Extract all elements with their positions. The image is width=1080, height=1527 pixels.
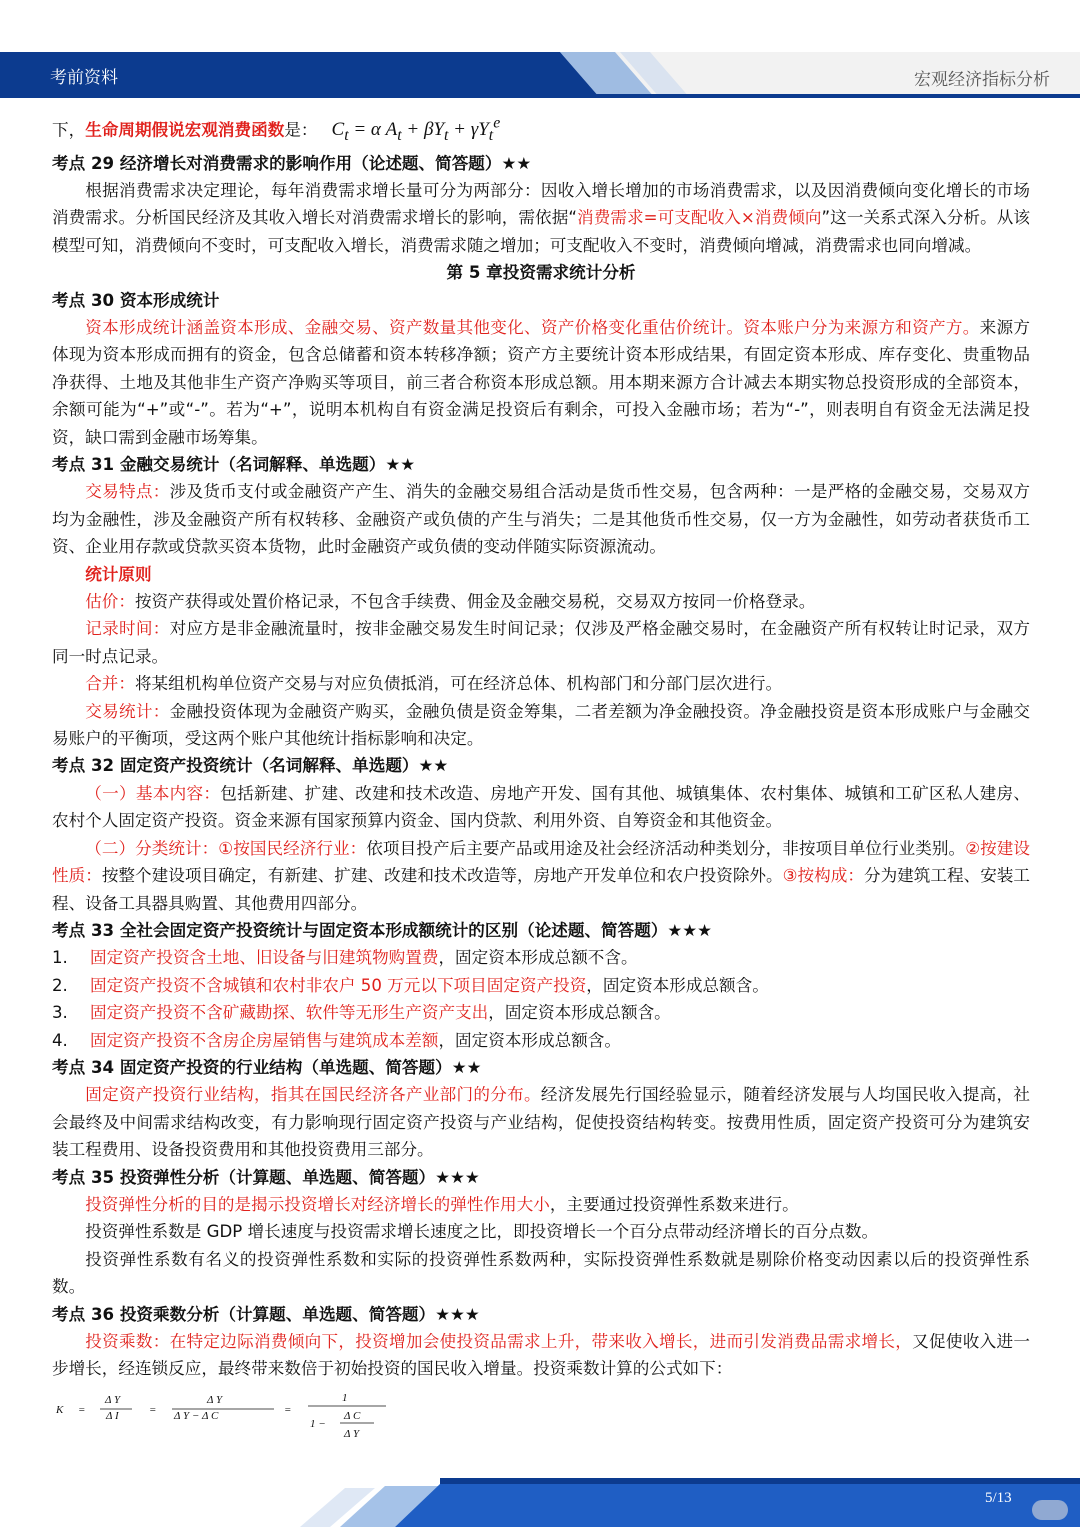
page-header — [0, 52, 1080, 98]
section-34-text: 固定资产投资行业结构，指其在国民经济各产业部门的分布。经济发展先行国经验显示，随着经济发展与人均国民收入提高，社会最终及中间需求结构改变，有力影响现行固定资产投资与产业结构，促使投资结构转变。按费用性质，固定资产投资可分为建筑安装工程费用、设备投资费用和其他投资费用三部分。 — [52, 1085, 1030, 1160]
document-body — [52, 110, 1030, 1449]
list-item: 3. 固定资产投资不含矿藏勘探、软件等无形生产资产支出，固定资本形成总额含。 — [52, 1003, 671, 1023]
section-32-basic-content: （一）基本内容：包括新建、扩建、改建和技术改造、房地产开发、国有其他、城镇集体、农村集体、城镇和工矿区私人建房、农村个人固定资产投资。资金来源有国家预算内资金、国内贷款、利用外资、自筹资金和其他资金。 — [52, 783, 1030, 831]
list-item: 1. 固定资产投资含土地、旧设备与旧建筑物购置费，固定资本形成总额不含。 — [52, 948, 638, 968]
formula-eq-1: = — [78, 1403, 86, 1416]
intro-highlight: 生命周期假说宏观消费函数 — [85, 120, 285, 140]
section-31-title: 考点 31 金融交易统计（名词解释、单选题）★★ — [52, 455, 416, 474]
section-35-title: 考点 35 投资弹性分析（计算题、单选题、简答题）★★★ — [52, 1167, 480, 1187]
page-number: 5/13 — [985, 1490, 1012, 1506]
section-34-title: 考点 34 固定资产投资的行业结构（单选题、简答题）★★ — [52, 1057, 482, 1077]
section-31-consolidation: 合并：将某组机构单位资产交易与对应负债抵消，可在经济总体、机构部门和分部门层次进行。 — [85, 674, 783, 694]
intro-line — [52, 110, 1030, 150]
section-30-title: 考点 30 资本形成统计 — [52, 290, 220, 310]
investment-multiplier-formula — [52, 1387, 1030, 1449]
formula-one: 1 — [342, 1391, 348, 1404]
formula-dy-3: Δ Y — [344, 1427, 360, 1440]
section-32-title: 考点 32 固定资产投资统计（名词解释、单选题）★★ — [52, 756, 449, 776]
section-29-title: 考点 29 经济增长对消费需求的影响作用（论述题、简答题）★★ — [52, 153, 532, 173]
page-footer — [0, 1478, 1080, 1527]
intro-prefix: 下， — [52, 120, 86, 140]
formula-dy-1: Δ Y — [105, 1393, 121, 1406]
header-right-title: 宏观经济指标分析 — [914, 70, 1050, 90]
section-32-classification: （二）分类统计：①按国民经济行业：依项目投产后主要产品或用途及社会经济活动种类划分，非按项目单位行业类别。②按建设性质：按整个建设项目确定，有新建、扩建、改建和技术改造等，房地产开发单位和农户投资除外。③按构成：分为建筑工程、安装工程、设备工具器具购置、其他费用四部分。 — [52, 838, 1031, 913]
intro-suffix: 是： — [284, 120, 318, 140]
list-item: 2. 固定资产投资不含城镇和农村非农户 50 万元以下项目固定资产投资，固定资本形成总额含。 — [52, 975, 769, 995]
chapter-title: 第 5 章投资需求统计分析 — [446, 263, 636, 283]
formula-denominator: Δ Y − Δ C — [174, 1409, 219, 1422]
header-left-title: 考前资料 — [50, 68, 118, 88]
consumption-function-formula: $C_t = \alpha$ $A_t + \beta Y_t + \gamma Y_t^e$ — [331, 115, 501, 145]
section-31-recording-time: 记录时间：对应方是非金融流量时，按非金融交易发生时间记录；仅涉及严格金融交易时，在金融资产所有权转让时记录，双方同一时点记录。 — [52, 619, 1031, 666]
section-35-text-2: 投资弹性系数是 GDP 增长速度与投资需求增长速度之比，即投资增长一个百分点带动经济增长的百分点数。 — [85, 1222, 879, 1242]
section-35-text-3: 投资弹性系数有名义的投资弹性系数和实际的投资弹性系数两种，实际投资弹性系数就是剔除价格变动因素以后的投资弹性系数。 — [52, 1249, 1030, 1297]
section-33-title: 考点 33 全社会固定资产投资统计与固定资本形成额统计的区别（论述题、简答题）★★★ — [52, 920, 713, 940]
formula-di: Δ I — [106, 1409, 119, 1422]
formula-dy-2: Δ Y — [207, 1393, 223, 1406]
section-31-trade-statistics: 交易统计：金融投资体现为金融资产购买，金融负债是资金筹集，二者差额为净金融投资。净金融投资是资本形成账户与金融交易账户的平衡项，受这两个账户其他统计指标影响和决定。 — [52, 701, 1031, 749]
formula-k: K — [56, 1403, 64, 1416]
formula-eq-2: = — [149, 1403, 157, 1416]
section-31-trade-features: 交易特点：涉及货币支付或金融资产产生、消失的金融交易组合活动是货币性交易，包含两种：一是严格的金融交易，交易双方均为金融性，涉及金融资产所有权转移、金融资产或负债的产生与消失；二是其他货币性交易，仅一方为金融性，如劳动者获货币工资、企业用存款或贷款买资本货物，此时金融资产或负债的变动伴随实际资源流动。 — [52, 482, 1031, 557]
watermark-badge — [1032, 1500, 1068, 1520]
formula-one-minus: 1 − — [310, 1417, 326, 1430]
section-36-text: 投资乘数：在特定边际消费倾向下，投资增加会使投资品需求上升，带来收入增长，进而引发消费品需求增长，又促使收入进一步增长，经连锁反应，最终带来数倍于初始投资的国民收入增量。投资乘数计算的公式如下： — [52, 1332, 1031, 1379]
section-31-subheading: 统计原则 — [85, 564, 152, 584]
formula-eq-3: = — [284, 1403, 292, 1416]
section-35-text-1: 投资弹性分析的目的是揭示投资增长对经济增长的弹性作用大小，主要通过投资弹性系数来进行。 — [85, 1194, 799, 1214]
list-item: 4. 固定资产投资不含房企房屋销售与建筑成本差额，固定资本形成总额含。 — [52, 1030, 621, 1050]
footer-banner — [0, 1478, 1080, 1527]
section-29-text: 根据消费需求决定理论，每年消费需求增长量可分为两部分：因收入增长增加的市场消费需求，以及因消费倾向变化增长的市场消费需求。分析国民经济及其收入增长对消费需求增长的影响，需依据“消费需求=可支配收入×消费倾向”这一关系式深入分析。从该模型可知，消费倾向不变时，可支配收入增长，消费需求随之增加；可支配收入不变时，消费倾向增减，消费需求也同向增减。 — [52, 180, 1030, 255]
formula-dc: Δ C — [344, 1409, 361, 1422]
section-36-title: 考点 36 投资乘数分析（计算题、单选题、简答题）★★★ — [52, 1304, 480, 1324]
section-31-valuation: 估价：按资产获得或处置价格记录，不包含手续费、佣金及金融交易税，交易双方按同一价格登录。 — [85, 592, 816, 612]
section-30-text: 资本形成统计涵盖资本形成、金融交易、资产数量其他变化、资产价格变化重估价统计。资本账户分为来源方和资产方。来源方体现为资本形成而拥有的资金，包含总储蓄和资本转移净额；资产方主要统计资本形成结果，有固定资本形成、库存变化、贵重物品净获得、土地及其他非生产资产净购买等项目，前三者合称资本形成总额。用本期来源方合计减去本期实物总投资形成的全部资本，余额可能为“+”或“-”。若为“+”，说明本机构自有资金满足投资后有剩余，可投入金融市场；若为“-”，则表明自有资金无法满足投资，缺口需到金融市场筹集。 — [52, 317, 1031, 447]
